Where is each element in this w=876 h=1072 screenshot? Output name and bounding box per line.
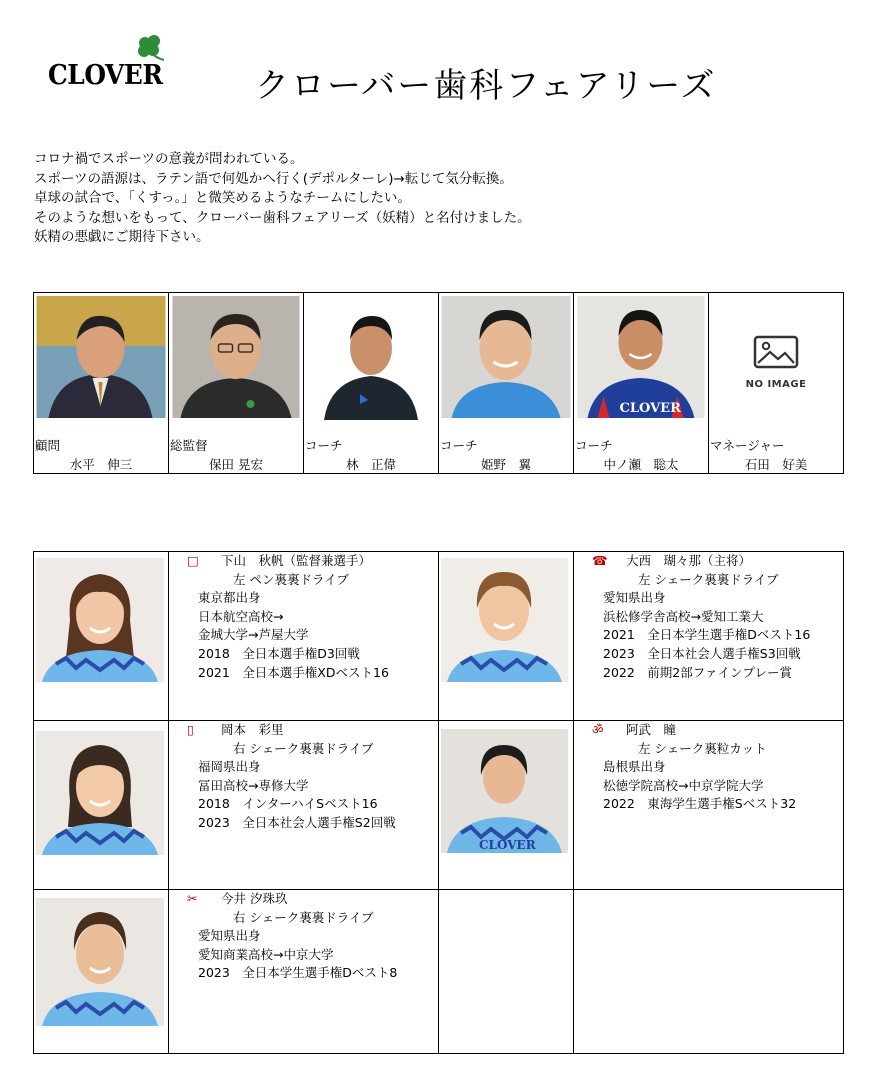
player-detail: 愛知県出身 xyxy=(198,928,261,944)
player-style: 左 ペン裏裏ドライブ xyxy=(233,571,349,587)
player-detail: 2021 全日本学生選手権Dベスト16 xyxy=(603,627,811,643)
header xyxy=(0,0,876,120)
empty-cell xyxy=(574,890,844,1054)
player-photo-cell xyxy=(34,721,169,890)
staff-photo-director xyxy=(173,296,300,418)
staff-cell xyxy=(169,293,304,474)
staff-cell xyxy=(709,293,844,474)
scissors-icon: ✂ xyxy=(187,891,198,906)
player-detail: 2023 全日本社会人選手権S3回戦 xyxy=(603,645,801,661)
staff-photo-advisor xyxy=(37,296,166,418)
player-photo xyxy=(36,558,164,682)
player-photo-cell xyxy=(439,721,574,890)
player-name: 下山 秋帆（監督兼選手） xyxy=(221,553,372,568)
phone-mobile-icon: ▯ xyxy=(187,722,194,737)
player-detail: 福岡県出身 xyxy=(198,759,261,775)
player-style: 左 シェーク裏裏ドライブ xyxy=(638,571,779,587)
player-detail: 2018 全日本選手権D3回戦 xyxy=(198,645,360,661)
staff-role: コーチ xyxy=(575,438,613,453)
player-detail: 2023 全日本学生選手権Dベスト8 xyxy=(198,965,398,981)
player-info-cell xyxy=(169,890,439,1054)
svg-text:CLOVER: CLOVER xyxy=(479,838,536,852)
player-info xyxy=(169,721,438,833)
staff-cell xyxy=(304,293,439,474)
staff-photo-coach xyxy=(578,296,705,418)
player-detail: 日本航空高校→ xyxy=(198,608,284,624)
intro-text xyxy=(34,150,531,248)
player-info-cell xyxy=(574,552,844,721)
staff-cell xyxy=(439,293,574,474)
intro-line: コロナ禍でスポーツの意義が問われている。 xyxy=(34,151,304,167)
staff-role: コーチ xyxy=(440,438,478,453)
player-name: 岡本 彩里 xyxy=(221,722,284,737)
player-photo xyxy=(441,729,568,853)
phone-icon: ☎ xyxy=(592,553,608,568)
players-table xyxy=(33,551,844,1054)
staff-name: 水平 伸三 xyxy=(69,457,133,472)
staff-role: マネージャー xyxy=(710,438,785,453)
player-info-cell xyxy=(574,721,844,890)
player-detail: 島根県出身 xyxy=(603,759,666,775)
staff-name: 姫野 翼 xyxy=(480,457,531,472)
player-photo xyxy=(36,731,164,855)
no-image-label: NO IMAGE xyxy=(745,379,807,390)
player-info xyxy=(169,552,438,682)
image-placeholder-icon xyxy=(736,333,816,373)
player-name: 阿武 瞳 xyxy=(626,722,677,737)
player-detail: 2018 インターハイSベスト16 xyxy=(198,796,378,812)
no-image-placeholder xyxy=(736,333,816,413)
player-name: 今井 汐珠玖 xyxy=(221,891,288,906)
player-style: 左 シェーク裏粒カット xyxy=(638,740,767,756)
player-photo-cell xyxy=(439,552,574,721)
staff-name: 中ノ瀬 聡太 xyxy=(603,457,679,472)
staff-role: 総監督 xyxy=(170,438,208,453)
player-detail: 愛知商業高校→中京大学 xyxy=(198,946,334,962)
card-icon: □ xyxy=(187,553,199,568)
player-detail: 2021 全日本選手権XDベスト16 xyxy=(198,664,389,680)
player-photo xyxy=(441,558,568,682)
svg-text:CLOVER: CLOVER xyxy=(619,401,681,416)
staff-photo-coach xyxy=(324,304,418,420)
staff-role: コーチ xyxy=(305,438,343,453)
player-detail: 金城大学→芦屋大学 xyxy=(198,627,309,643)
staff-cell xyxy=(34,293,169,474)
player-detail: 松徳学院高校→中京学院大学 xyxy=(603,777,764,793)
staff-name: 石田 好美 xyxy=(744,457,808,472)
intro-line: 妖精の悪戯にご期待下さい。 xyxy=(34,229,210,245)
player-info xyxy=(169,890,438,983)
intro-line: そのような想いをもって、クローバー歯科フェアリーズ（妖精）と名付けました。 xyxy=(34,209,531,226)
staff-name: 保田 晃宏 xyxy=(209,457,263,472)
player-detail: 2022 前期2部ファインプレー賞 xyxy=(603,664,793,680)
player-detail: 愛知県出身 xyxy=(603,590,666,606)
logo-text: CLOVER xyxy=(48,60,163,91)
empty-cell xyxy=(439,890,574,1054)
staff-name: 林 正偉 xyxy=(345,457,396,472)
player-photo-cell xyxy=(34,890,169,1054)
player-photo-cell xyxy=(34,552,169,721)
om-icon: ॐ xyxy=(592,722,604,737)
player-info xyxy=(574,721,843,814)
player-info-cell xyxy=(169,721,439,890)
player-photo xyxy=(36,898,164,1026)
player-info-cell xyxy=(169,552,439,721)
intro-line: スポーツの語源は、ラテン語で何処かへ行く(デポルターレ)→転じて気分転換。 xyxy=(34,170,513,187)
staff-photo-coach xyxy=(442,296,571,418)
staff-table xyxy=(33,292,844,474)
player-info xyxy=(574,552,843,682)
player-detail: 冨田高校→専修大学 xyxy=(198,777,309,793)
staff-role: 顧問 xyxy=(35,438,61,453)
player-detail: 東京都出身 xyxy=(198,590,261,606)
player-style: 右 シェーク裏裏ドライブ xyxy=(233,909,374,925)
player-detail: 浜松修学舎高校→愛知工業大 xyxy=(603,608,764,624)
clover-logo xyxy=(48,34,168,94)
intro-line: 卓球の試合で、「くすっ。」と微笑めるようなチームにしたい。 xyxy=(34,190,411,206)
staff-cell xyxy=(574,293,709,474)
player-style: 右 シェーク裏裏ドライブ xyxy=(233,740,374,756)
player-name: 大西 瑚々那（主将） xyxy=(626,553,752,568)
player-detail: 2022 東海学生選手権Sベスト32 xyxy=(603,796,797,812)
player-detail: 2023 全日本社会人選手権S2回戦 xyxy=(198,814,396,830)
page-title: クローバー歯科フェアリーズ xyxy=(255,66,717,106)
